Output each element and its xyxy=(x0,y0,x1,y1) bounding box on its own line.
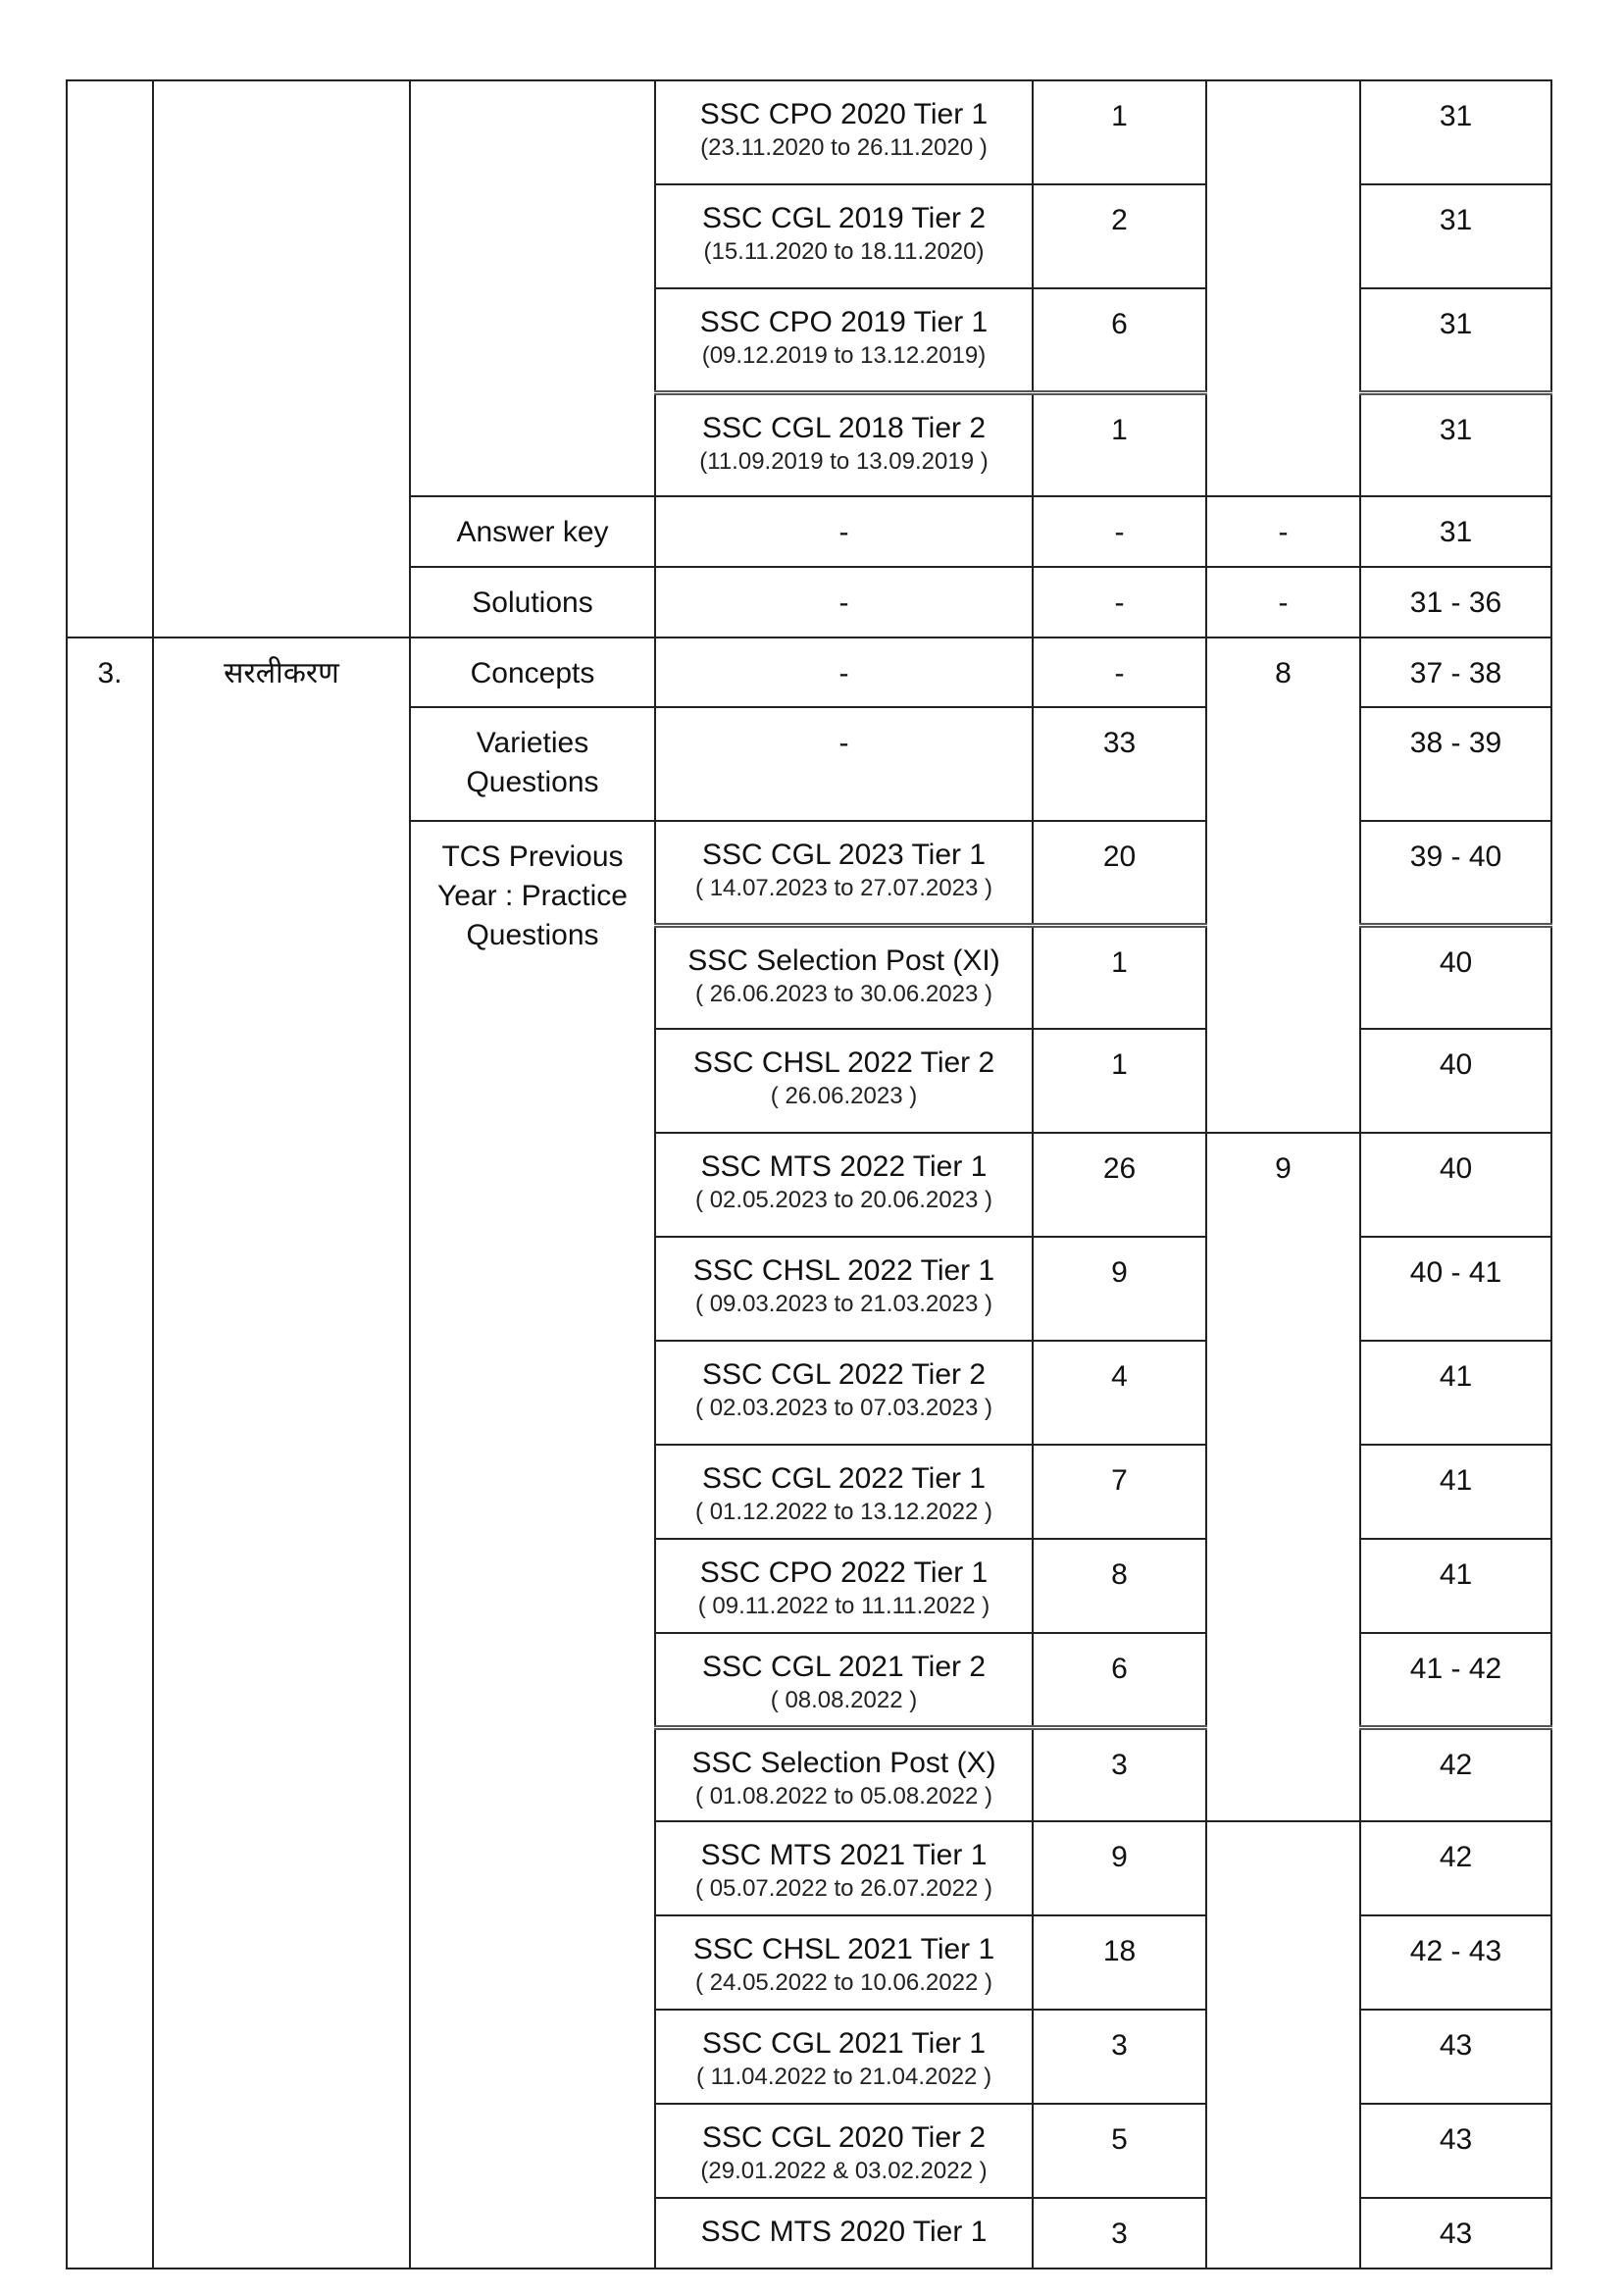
page-number: 42 - 43 xyxy=(1360,1915,1551,2010)
exam-cell xyxy=(655,1341,1033,1445)
exam-cell: - xyxy=(655,637,1033,707)
question-count: 6 xyxy=(1033,288,1206,392)
exam-name: SSC CHSL 2022 Tier 2 xyxy=(692,1046,995,1079)
exam-date: ( 02.05.2023 to 20.06.2023 ) xyxy=(695,1187,992,1213)
chapter-number: 3. xyxy=(67,637,153,2269)
question-count: 3 xyxy=(1033,2010,1206,2104)
exam-name: SSC MTS 2020 Tier 1 xyxy=(700,2216,988,2248)
day-group: 8 xyxy=(1206,637,1360,1133)
exam-name: SSC Selection Post (X) xyxy=(691,1746,996,1779)
concepts-label: Concepts xyxy=(410,637,655,707)
page-number: 42 xyxy=(1360,1821,1551,1915)
question-count: 26 xyxy=(1033,1133,1206,1237)
page-number: 43 xyxy=(1360,2010,1551,2104)
exam-date: ( 26.06.2023 to 30.06.2023 ) xyxy=(695,980,992,1007)
chapter-title: सरलीकरण xyxy=(153,637,410,2269)
exam-name: SSC CGL 2021 Tier 2 xyxy=(701,1651,987,1683)
exam-cell xyxy=(655,1633,1033,1727)
page-number: 42 xyxy=(1360,1727,1551,1821)
tcs-label: TCS Previous Year : Practice Questions xyxy=(410,821,655,2269)
contents-table xyxy=(66,79,1552,2269)
exam-name: SSC Selection Post (XI) xyxy=(687,943,1000,977)
exam-name: SSC CHSL 2021 Tier 1 xyxy=(692,1933,995,1965)
question-count: 4 xyxy=(1033,1341,1206,1445)
page-number: 31 xyxy=(1360,496,1551,567)
question-count: 3 xyxy=(1033,1727,1206,1821)
exam-date: ( 01.12.2022 to 13.12.2022 ) xyxy=(695,1499,992,1525)
exam-date: ( 14.07.2023 to 27.07.2023 ) xyxy=(695,875,992,901)
day-cell xyxy=(1206,80,1360,496)
exam-date: (09.12.2019 to 13.12.2019) xyxy=(701,342,987,369)
question-count: 7 xyxy=(1033,1445,1206,1539)
page-number: 41 xyxy=(1360,1341,1551,1445)
question-count: 1 xyxy=(1033,80,1206,184)
table-row xyxy=(67,80,1551,184)
exam-name: SSC CPO 2020 Tier 1 xyxy=(699,98,989,130)
exam-cell: - xyxy=(655,567,1033,637)
question-count: 1 xyxy=(1033,1029,1206,1133)
question-count: 33 xyxy=(1033,707,1206,821)
exam-name: SSC CPO 2022 Tier 1 xyxy=(699,1556,989,1589)
exam-name: SSC CGL 2022 Tier 1 xyxy=(701,1462,987,1495)
exam-cell xyxy=(655,1539,1033,1633)
exam-name: SSC CGL 2020 Tier 2 xyxy=(701,2121,987,2154)
exam-name: SSC MTS 2022 Tier 1 xyxy=(700,1150,988,1183)
page-number: 40 xyxy=(1360,925,1551,1029)
chapter-number-cell xyxy=(67,80,153,637)
varieties-label: Varieties Questions xyxy=(410,707,655,821)
exam-cell xyxy=(655,80,1033,184)
question-count: - xyxy=(1033,637,1206,707)
page-number: 31 xyxy=(1360,392,1551,496)
exam-date: (15.11.2020 to 18.11.2020) xyxy=(703,238,985,265)
question-count: 20 xyxy=(1033,821,1206,925)
exam-cell: - xyxy=(655,496,1033,567)
exam-date: ( 05.07.2022 to 26.07.2022 ) xyxy=(695,1875,992,1902)
exam-date: ( 11.04.2022 to 21.04.2022 ) xyxy=(695,2064,992,2090)
section-label-cell xyxy=(410,80,655,496)
exam-date: ( 01.08.2022 to 05.08.2022 ) xyxy=(695,1782,992,1810)
page-number: 31 xyxy=(1360,80,1551,184)
exam-cell xyxy=(655,288,1033,392)
exam-date: ( 09.03.2023 to 21.03.2023 ) xyxy=(695,1291,992,1317)
page-number: 40 xyxy=(1360,1029,1551,1133)
exam-cell xyxy=(655,1237,1033,1341)
exam-cell xyxy=(655,1445,1033,1539)
question-count: 9 xyxy=(1033,1237,1206,1341)
question-count: 1 xyxy=(1033,925,1206,1029)
exam-name: SSC CGL 2019 Tier 2 xyxy=(701,202,987,234)
day-group: 9 xyxy=(1206,1133,1360,1821)
exam-name: SSC CGL 2021 Tier 1 xyxy=(701,2027,987,2060)
question-count: 1 xyxy=(1033,392,1206,496)
question-count: 18 xyxy=(1033,1915,1206,2010)
page-number: 40 xyxy=(1360,1133,1551,1237)
page-number: 43 xyxy=(1360,2104,1551,2198)
exam-cell xyxy=(655,925,1033,1029)
exam-date: ( 24.05.2022 to 10.06.2022 ) xyxy=(695,1969,992,1996)
question-count: 9 xyxy=(1033,1821,1206,1915)
exam-date: ( 09.11.2022 to 11.11.2022 ) xyxy=(697,1593,990,1619)
exam-date: ( 26.06.2023 ) xyxy=(770,1083,918,1109)
question-count: 6 xyxy=(1033,1633,1206,1727)
question-count: 3 xyxy=(1033,2198,1206,2269)
exam-cell xyxy=(655,1029,1033,1133)
page-number: 41 - 42 xyxy=(1360,1633,1551,1727)
exam-cell xyxy=(655,821,1033,925)
answer-key-label: Answer key xyxy=(410,496,655,567)
question-count: - xyxy=(1033,496,1206,567)
page-number: 31 xyxy=(1360,184,1551,288)
question-count: 2 xyxy=(1033,184,1206,288)
exam-date: (11.09.2019 to 13.09.2019 ) xyxy=(699,447,989,475)
page-number: 31 xyxy=(1360,288,1551,392)
question-count: 5 xyxy=(1033,2104,1206,2198)
exam-date: ( 02.03.2023 to 07.03.2023 ) xyxy=(695,1395,992,1421)
exam-name: SSC CGL 2018 Tier 2 xyxy=(701,411,987,444)
exam-cell: - xyxy=(655,707,1033,821)
exam-cell xyxy=(655,2010,1033,2104)
exam-date: ( 08.08.2022 ) xyxy=(770,1687,918,1713)
page-number: 38 - 39 xyxy=(1360,707,1551,821)
exam-name: SSC CPO 2019 Tier 1 xyxy=(699,306,989,338)
question-count: 8 xyxy=(1033,1539,1206,1633)
day-cell: - xyxy=(1206,496,1360,567)
page-number: 40 - 41 xyxy=(1360,1237,1551,1341)
exam-cell xyxy=(655,2198,1033,2269)
exam-cell xyxy=(655,184,1033,288)
exam-cell xyxy=(655,1915,1033,2010)
exam-cell xyxy=(655,1133,1033,1237)
page-number: 43 xyxy=(1360,2198,1551,2269)
day-cell xyxy=(1206,1821,1360,2269)
exam-date: (29.01.2022 & 03.02.2022 ) xyxy=(700,2158,988,2184)
exam-cell xyxy=(655,2104,1033,2198)
exam-name: SSC MTS 2021 Tier 1 xyxy=(700,1839,988,1871)
exam-name: SSC CGL 2023 Tier 1 xyxy=(701,839,987,871)
table-row xyxy=(67,637,1551,707)
exam-cell xyxy=(655,392,1033,496)
page-number: 37 - 38 xyxy=(1360,637,1551,707)
exam-name: SSC CHSL 2022 Tier 1 xyxy=(692,1254,995,1287)
question-count: - xyxy=(1033,567,1206,637)
chapter-title-cell xyxy=(153,80,410,637)
exam-date: (23.11.2020 to 26.11.2020 ) xyxy=(700,134,988,161)
solutions-label: Solutions xyxy=(410,567,655,637)
exam-name: SSC CGL 2022 Tier 2 xyxy=(701,1358,987,1391)
exam-cell xyxy=(655,1821,1033,1915)
page-number: 31 - 36 xyxy=(1360,567,1551,637)
page-number: 39 - 40 xyxy=(1360,821,1551,925)
exam-cell xyxy=(655,1727,1033,1821)
page-number: 41 xyxy=(1360,1445,1551,1539)
day-cell: - xyxy=(1206,567,1360,637)
page-number: 41 xyxy=(1360,1539,1551,1633)
